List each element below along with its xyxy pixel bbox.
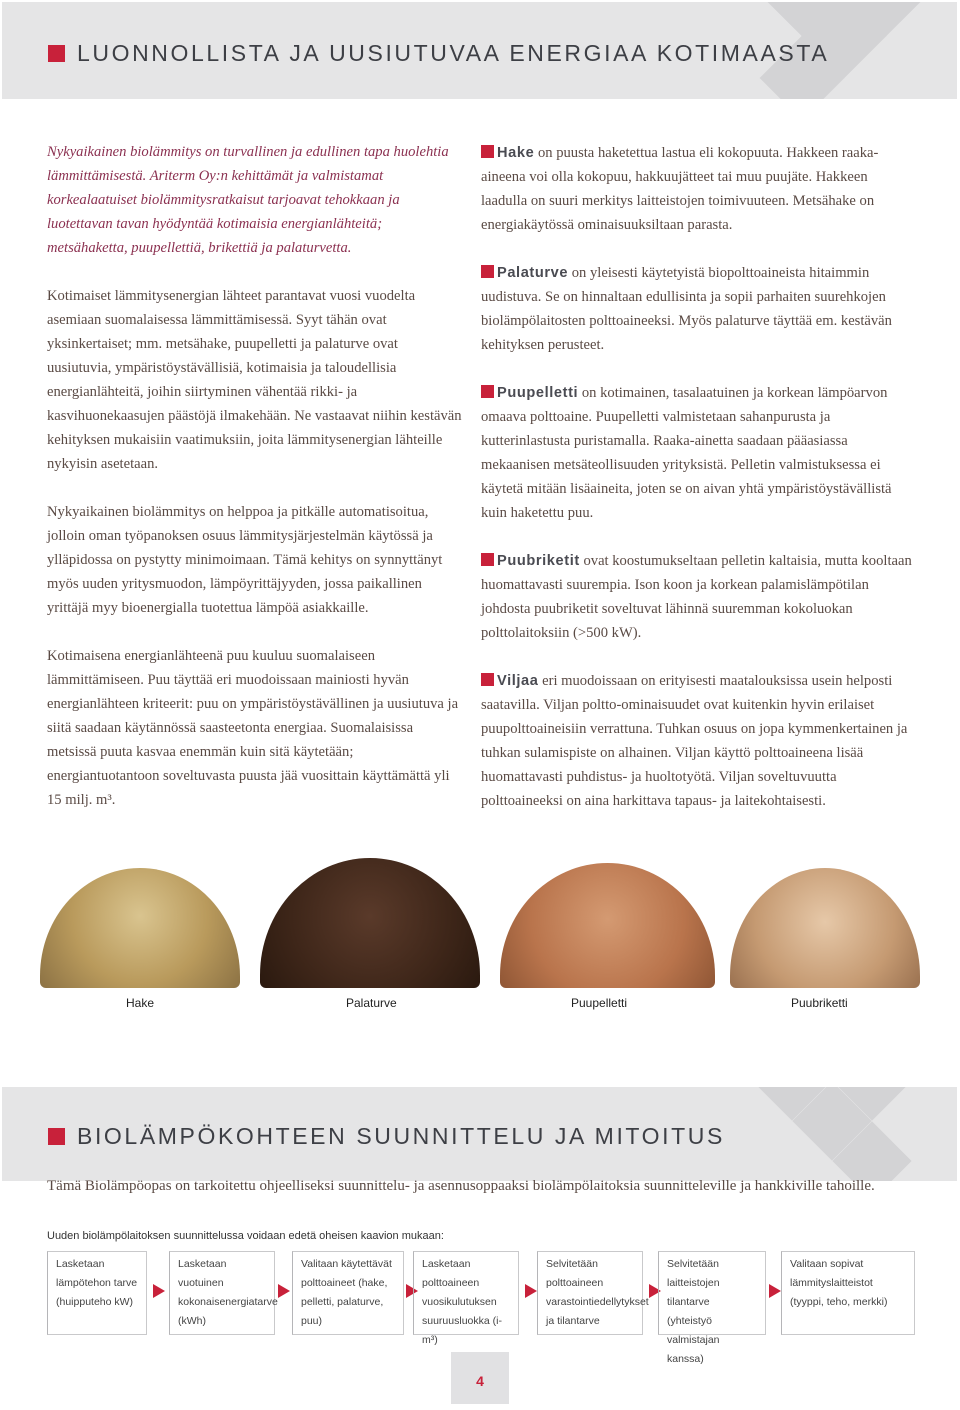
bullet-square <box>481 673 494 686</box>
fuel-term: Hake <box>497 145 535 161</box>
flow-step: Selvitetään polttoaineen varastointiedellytykset ja tilantarve <box>537 1251 643 1335</box>
fuel-item-hake <box>481 141 916 237</box>
fuel-term: Puubriketit <box>497 553 580 569</box>
section-title-text: BIOLÄMPÖKOHTEEN SUUNNITTELU JA MITOITUS <box>77 1123 725 1149</box>
fuel-term: Viljaa <box>497 673 539 689</box>
bullet-square <box>481 265 494 278</box>
flow-step: Valitaan sopivat lämmityslaitteistot (tyyppi, teho, merkki) <box>781 1251 915 1335</box>
left-column <box>47 140 462 836</box>
accent-square <box>48 1128 65 1145</box>
right-column <box>481 141 916 837</box>
fuel-photos <box>40 858 920 988</box>
fuel-item-puubriketit <box>481 549 916 645</box>
hake-photo <box>40 868 240 988</box>
planning-flowchart <box>47 1251 915 1365</box>
flow-step: Lasketaan vuotuinen kokonaisenergiatarve (kWh) <box>169 1251 275 1335</box>
flow-arrow-icon <box>153 1284 165 1298</box>
flow-arrow-icon <box>769 1284 781 1298</box>
page-number: 4 <box>451 1352 509 1404</box>
photo-caption: Hake <box>126 996 155 1010</box>
body-paragraph: Kotimaisena energianlähteenä puu kuuluu suomalaiseen lämmittämiseen. Puu täyttää eri muodoissaan mainiosti hyvän energianlähteen kriteerit: puu on ympäristöystävällinen ja uusiutuva ja siitä saadaan käytännössä saasteetonta energiaa. Suomalaisissa metsissä puuta kasvaa enemmän kuin sitä käytetään; energiantuotantoon soveltuvasta puusta jää vuosittain käyttämättä yli 15 milj. m³. <box>47 648 459 808</box>
fuel-text: on puusta haketettua lastua eli kokopuuta. Hakkeen raaka-aineena voi olla kokopuu, hakkuujätteet tai muu puujäte. Hakkeen laadulla on suuri merkitys laitteistojen toimivuuteen. Metsähake on energiakäytössä ominaisuuksiltaan parasta. <box>481 145 879 233</box>
section-title <box>48 1123 725 1150</box>
fuel-term: Puupelletti <box>497 385 579 401</box>
flow-step: Valitaan käytettävät polttoaineet (hake, pelletti, palaturve, puu) <box>292 1251 404 1335</box>
section-intro: Tämä Biolämpöopas on tarkoitettu ohjeelliseksi suunnittelu- ja asennusoppaaksi biolämpölaitoksia suunnitteleville ja hankkiville tahoille. <box>47 1178 875 1194</box>
palaturve-photo <box>260 858 480 988</box>
header-band <box>2 2 957 99</box>
accent-square <box>48 45 65 62</box>
body-paragraph: Kotimaiset lämmitysenergian lähteet parantavat vuosi vuodelta asemiaan suomalaisessa lämmittämisessä. Syyt tähän ovat yksinkertaiset; mm. metsähake, puupelletti ja palaturve ovat uusiutuvia, ympäristöystävällisiä, kotimaisia ja taloudellisia energianlähteitä, joihin siirtyminen vähentää rikki- ja kasvihuonekaasujen päästöjä ilmakehään. Ne vastaavat niihin kestävän kehityksen mukaisiin vaatimuksiin, joita lämmitysenergian lähteille nykyisin asetetaan. <box>47 288 462 472</box>
flow-arrow-icon <box>278 1284 290 1298</box>
fuel-item-palaturve <box>481 261 916 357</box>
puupelletti-photo <box>500 863 715 988</box>
photo-caption: Puubriketti <box>791 996 848 1010</box>
fuel-term: Palaturve <box>497 265 569 281</box>
lead-paragraph: Nykyaikainen biolämmitys on turvallinen ja edullinen tapa huolehtia lämmittämisestä. Ariterm Oy:n kehittämät ja valmistamat korkealaatuiset biolämmitysratkaisut tarjoavat tehokkaan ja luotettavan tavan hyödyntää kotimaisia energianlähteitä; metsähaketta, puupellettiä, brikettiä ja palaturvetta. <box>47 144 449 256</box>
bullet-square <box>481 145 494 158</box>
fuel-text: on yleisesti käytetyistä biopolttoaineista hitaimmin uudistuva. Se on hinnaltaan edullisinta ja sopii parhaiten suurehkojen biolämpölaitosten polttoaineeksi. Myös palaturve täyttää em. kestävän kehityksen perusteet. <box>481 265 892 353</box>
page-title-text: LUONNOLLISTA JA UUSIUTUVAA ENERGIAA KOTIMAASTA <box>77 40 830 66</box>
photo-caption: Puupelletti <box>571 996 628 1010</box>
flow-intro: Uuden biolämpölaitoksen suunnittelussa voidaan edetä oheisen kaavion mukaan: <box>47 1230 444 1242</box>
fuel-text: ovat koostumukseltaan pelletin kaltaisia, mutta kooltaan huomattavasti suurempia. Ison koon ja korkean palamislämpötilan johdosta puubriketit soveltuvat lähinnä suuremman kokoluokan polttolaitoksiin (>500 kW). <box>481 553 912 641</box>
bullet-square <box>481 385 494 398</box>
photo-caption: Palaturve <box>346 996 397 1010</box>
flow-step: Lasketaan polttoaineen vuosikulutuksen suuruusluokka (i-m³) <box>413 1251 519 1335</box>
body-paragraph: Nykyaikainen biolämmitys on helppoa ja pitkälle automatisoitua, jolloin oman työpanoksen osuus lämmitysjärjestelmän käytössä ja ylläpidossa on pystytty minimoimaan. Tämä kehitys on synnyttänyt myös uuden yritysmuodon, lämpöyrittäjyyden, jossa paikallinen yrittäjä myy bioenergialla tuotettua lämpöä asiakkaille. <box>47 504 443 616</box>
bullet-square <box>481 553 494 566</box>
page-title <box>48 40 829 67</box>
fuel-item-vilja <box>481 669 916 813</box>
flow-step: Lasketaan lämpötehon tarve (huipputeho kW) <box>47 1251 147 1335</box>
fuel-item-puupelletti <box>481 381 916 525</box>
section-band <box>2 1087 957 1181</box>
flow-arrow-icon <box>525 1284 537 1298</box>
fuel-text: eri muodoissaan on erityisesti maatalouksissa usein helposti saatavilla. Viljan poltto-ominaisuudet ovat kuitenkin hyvin erilaiset puupolttoaineisiin verrattuna. Tuhkan osuus on jopa kymmenkertainen ja tuhkan sulamispiste on alhainen. Viljan käyttö polttoaineena lisää huomattavasti puhdistus- ja huoltotyötä. Viljan soveltuvuutta polttoaineeksi on aina harkittava tapaus- ja laitekohtaisesti. <box>481 673 908 809</box>
puubriketti-photo <box>730 868 920 988</box>
flow-step: Selvitetään laitteistojen tilantarve (yhteistyö valmistajan kanssa) <box>658 1251 766 1335</box>
fuel-text: on kotimainen, tasalaatuinen ja korkean lämpöarvon omaava polttoaine. Puupelletti valmistetaan sahanpurusta ja kutterinlastusta puristamalla. Raaka-ainetta saadaan pääasiassa mekaanisen metsäteollisuuden yrityksistä. Pelletin valmistuksessa ei käytetä mitään lisäaineita, joten se on aivan yhtä ympäristöystävällistä kuin haketettu puu. <box>481 385 892 521</box>
